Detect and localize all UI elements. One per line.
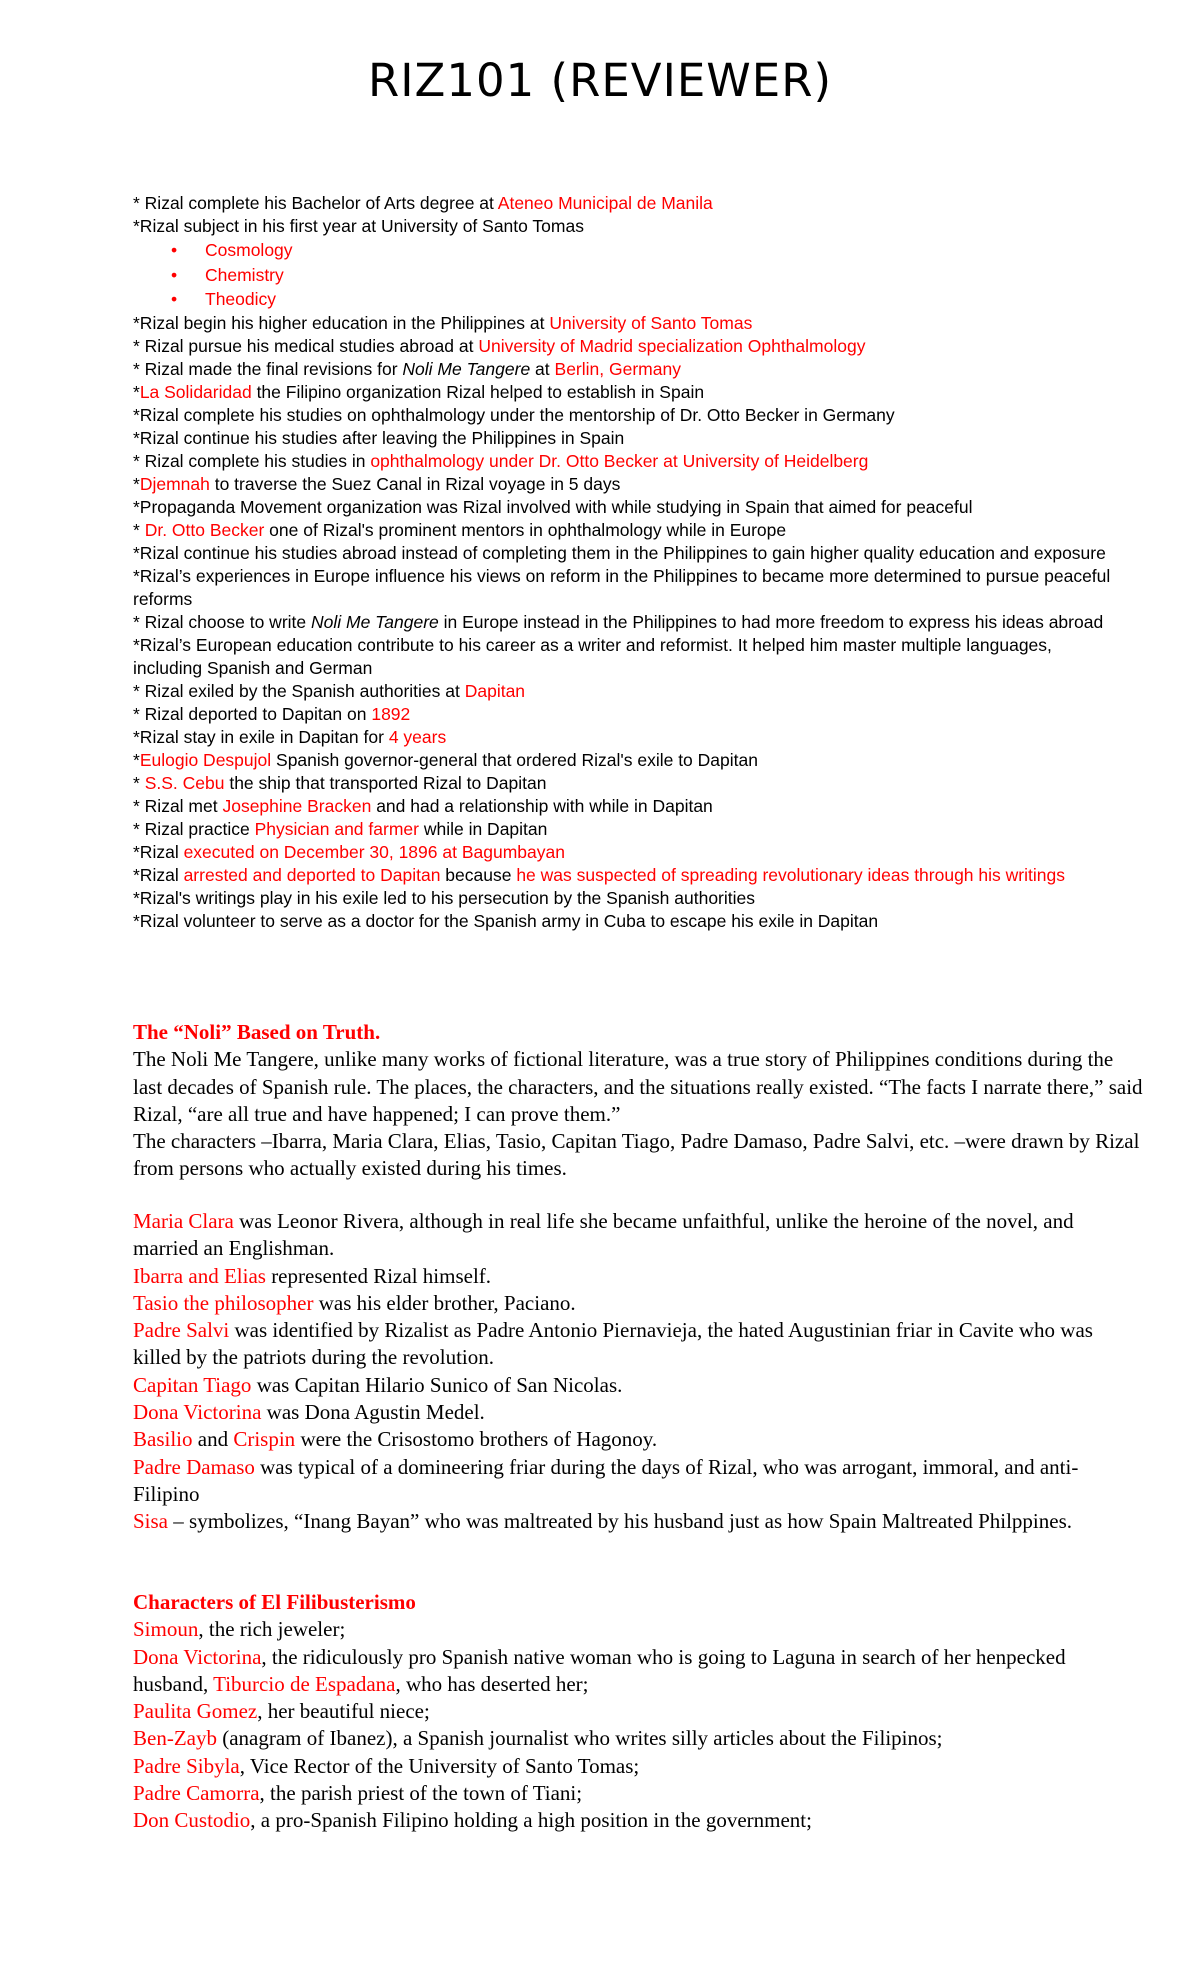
- reviewer-line: [133, 841, 1118, 864]
- line-text: * Rizal pursue his medical studies abroad at: [133, 335, 479, 356]
- line-text: , Vice Rector of the University of Santo Tomas;: [239, 1753, 640, 1778]
- character-line: [133, 1426, 1143, 1453]
- line-text: *Rizal begin his higher education in the Philippines at: [133, 312, 550, 333]
- reviewer-line: [133, 450, 1118, 473]
- highlighted-term: Berlin, Germany: [554, 358, 681, 379]
- italic-title: Noli Me Tangere: [311, 611, 439, 632]
- fili-character-line: [133, 1807, 1143, 1834]
- reviewer-line: [133, 473, 1118, 496]
- fili-character-line: [133, 1616, 1143, 1643]
- character-line: [133, 1317, 1143, 1372]
- line-text: *Rizal stay in exile in Dapitan for: [133, 726, 389, 747]
- fili-character-line: [133, 1725, 1143, 1752]
- reviewer-line: [133, 519, 1118, 542]
- line-text: The characters –Ibarra, Maria Clara, Elias, Tasio, Capitan Tiago, Padre Damaso, Padre Salvi, etc. –were drawn by Rizal from persons who actually existed during his times.: [133, 1129, 1140, 1181]
- subject-list-item: • Theodicy: [205, 287, 1118, 312]
- line-text: was Dona Agustin Medel.: [261, 1400, 485, 1425]
- line-text: was Leonor Rivera, although in real life she became unfaithful, unlike the heroine of the novel, and married an Englishman.: [133, 1209, 1074, 1261]
- line-text: * Rizal choose to write: [133, 611, 311, 632]
- highlighted-term: Crispin: [233, 1427, 296, 1452]
- fili-characters-section: [133, 1589, 1143, 1835]
- document-title: RIZ101 (REVIEWER): [367, 54, 833, 107]
- reviewer-line: [133, 427, 1118, 450]
- highlighted-term: Padre Camorra: [133, 1781, 260, 1806]
- character-line: [133, 1454, 1143, 1509]
- line-text: (anagram of Ibanez), a Spanish journalist who writes silly articles about the Filipinos;: [216, 1726, 943, 1751]
- highlighted-term: Josephine Bracken: [222, 795, 372, 816]
- highlighted-term: Physician and farmer: [254, 818, 419, 839]
- noli-paragraph: [133, 1128, 1143, 1183]
- highlighted-term: Don Custodio: [133, 1808, 251, 1833]
- highlighted-term: Padre Salvi: [133, 1318, 230, 1343]
- reviewer-line: [133, 772, 1118, 795]
- line-text: * Rizal deported to Dapitan on: [133, 703, 372, 724]
- reviewer-line: [133, 215, 1118, 238]
- highlighted-term: University of Santo Tomas: [549, 312, 753, 333]
- highlighted-term: Dona Victorina: [133, 1400, 262, 1425]
- line-text: because: [440, 864, 517, 885]
- subject-list-item: • Chemistry: [205, 263, 1118, 288]
- italic-title: Noli Me Tangere: [402, 358, 531, 379]
- noli-truth-body: [133, 1046, 1143, 1182]
- line-text: *: [133, 519, 145, 540]
- highlighted-term: Paulita Gomez: [133, 1699, 258, 1724]
- line-text: to traverse the Suez Canal in Rizal voyage in 5 days: [209, 473, 621, 494]
- reviewer-line: [133, 703, 1118, 726]
- line-text: * Rizal met: [133, 795, 223, 816]
- line-text: * Rizal complete his studies in: [133, 450, 371, 471]
- highlighted-term: Tasio the philosopher: [133, 1290, 314, 1315]
- line-text: *Rizal: [133, 864, 184, 885]
- reviewer-line: [133, 795, 1118, 818]
- reviewer-bullet-list: [133, 192, 1118, 933]
- line-text: one of Rizal's prominent mentors in ophthalmology while in Europe: [264, 519, 787, 540]
- reviewer-line: [133, 312, 1118, 335]
- line-text: and had a relationship with while in Dapitan: [371, 795, 713, 816]
- highlighted-term: Ibarra and Elias: [133, 1263, 266, 1288]
- line-text: – symbolizes, “Inang Bayan” who was maltreated by his husband just as how Spain Maltreated Philppines.: [168, 1509, 1073, 1534]
- reviewer-line: [133, 496, 1118, 519]
- subject-list: [133, 238, 1118, 312]
- reviewer-line: [133, 864, 1118, 887]
- line-text: * Rizal complete his Bachelor of Arts degree at: [133, 193, 498, 213]
- line-text: *Rizal continue his studies after leaving the Philippines in Spain: [133, 427, 625, 448]
- reviewer-line: [133, 381, 1118, 404]
- character-line: [133, 1372, 1143, 1399]
- highlighted-term: Simoun: [133, 1617, 199, 1642]
- highlighted-term: Dr. Otto Becker: [144, 519, 265, 540]
- line-text: was his elder brother, Paciano.: [313, 1290, 576, 1315]
- line-text: *: [133, 772, 145, 793]
- reviewer-line: [133, 634, 1118, 680]
- line-text: *Rizal volunteer to serve as a doctor for the Spanish army in Cuba to escape his exile in Dapitan: [133, 910, 879, 931]
- line-text: , a pro-Spanish Filipino holding a high position in the government;: [250, 1808, 812, 1833]
- line-text: , the rich jeweler;: [198, 1617, 346, 1642]
- line-text: * Rizal practice: [133, 818, 255, 839]
- line-text: *Rizal continue his studies abroad instead of completing them in the Philippines to gain higher quality education and exposure: [133, 542, 1106, 563]
- highlighted-term: 4 years: [388, 726, 447, 747]
- line-text: and: [192, 1427, 234, 1452]
- line-text: , the parish priest of the town of Tiani;: [259, 1781, 583, 1806]
- highlighted-term: he was suspected of spreading revolutionary ideas through his writings: [516, 864, 1065, 885]
- character-line: [133, 1290, 1143, 1317]
- reviewer-line: [133, 680, 1118, 703]
- line-text: at: [530, 358, 555, 379]
- noli-truth-section: [133, 1019, 1143, 1183]
- reviewer-line: [133, 818, 1118, 841]
- line-text: *Propaganda Movement organization was Rizal involved with while studying in Spain that aimed for peaceful: [133, 496, 973, 517]
- highlighted-term: Padre Damaso: [133, 1454, 255, 1479]
- highlighted-term: Ateneo Municipal de Manila: [497, 193, 713, 213]
- fili-character-line: [133, 1753, 1143, 1780]
- line-text: , her beautiful niece;: [257, 1699, 430, 1724]
- line-text: , who has deserted her;: [395, 1671, 589, 1696]
- fili-character-line: [133, 1698, 1143, 1725]
- line-text: *Rizal complete his studies on ophthalmology under the mentorship of Dr. Otto Becker in Germany: [133, 404, 895, 425]
- line-text: was typical of a domineering friar during the days of Rizal, who was arrogant, immoral, and anti-Filipino: [133, 1454, 1079, 1506]
- fili-character-line: [133, 1644, 1143, 1699]
- highlighted-term: Dona Victorina: [133, 1644, 262, 1669]
- line-text: while in Dapitan: [418, 818, 548, 839]
- line-text: were the Crisostomo brothers of Hagonoy.: [295, 1427, 658, 1452]
- highlighted-term: S.S. Cebu: [144, 772, 225, 793]
- highlighted-term: Ben-Zayb: [133, 1726, 217, 1751]
- highlighted-term: ophthalmology under Dr. Otto Becker at University of Heidelberg: [370, 450, 869, 471]
- line-text: was Capitan Hilario Sunico of San Nicolas.: [251, 1372, 623, 1397]
- noli-characters-section: [133, 1208, 1143, 1536]
- line-text: *: [133, 749, 140, 770]
- line-text: The Noli Me Tangere, unlike many works of fictional literature, was a true story of Philippines conditions during the last decades of Spanish rule. The places, the characters, and the situations really existed. “The facts I narrate there,” said Rizal, “are all true and have happened; I can prove them.”: [133, 1047, 1143, 1126]
- character-line: [133, 1263, 1143, 1290]
- line-text: the ship that transported Rizal to Dapitan: [224, 772, 547, 793]
- noli-truth-heading: The “Noli” Based on Truth.: [133, 1020, 381, 1044]
- character-line: [133, 1399, 1143, 1426]
- line-text: *: [133, 381, 140, 402]
- line-text: Spanish governor-general that ordered Rizal's exile to Dapitan: [271, 749, 758, 770]
- reviewer-line: [133, 542, 1118, 565]
- reviewer-line: [133, 358, 1118, 381]
- reviewer-line: [133, 726, 1118, 749]
- line-text: *Rizal: [133, 841, 184, 862]
- reviewer-line: [133, 404, 1118, 427]
- reviewer-line: [133, 749, 1118, 772]
- line-text: *Rizal’s experiences in Europe influence his views on reform in the Philippines to became more determined to pursue peaceful reforms: [133, 565, 1111, 609]
- highlighted-term: Djemnah: [139, 473, 210, 494]
- line-text: * Rizal exiled by the Spanish authorities at: [133, 680, 465, 701]
- highlighted-term: Eulogio Despujol: [139, 749, 272, 770]
- reviewer-line: [133, 887, 1118, 910]
- noli-paragraph: [133, 1046, 1143, 1128]
- line-text: in Europe instead in the Philippines to had more freedom to express his ideas abroad: [438, 611, 1104, 632]
- highlighted-term: Sisa: [133, 1509, 169, 1534]
- highlighted-term: executed on December 30, 1896 at Bagumbayan: [183, 841, 565, 862]
- line-text: the Filipino organization Rizal helped to establish in Spain: [251, 381, 705, 402]
- highlighted-term: Capitan Tiago: [133, 1372, 252, 1397]
- character-line: [133, 1208, 1143, 1263]
- line-text: was identified by Rizalist as Padre Antonio Piernavieja, the hated Augustinian friar in Cavite who was killed by the patriots during the revolution.: [133, 1318, 1093, 1370]
- fili-characters-heading: Characters of El Filibusterismo: [133, 1590, 416, 1614]
- reviewer-line: [133, 910, 1118, 933]
- reviewer-line: [133, 565, 1118, 611]
- highlighted-term: Basilio: [133, 1427, 193, 1452]
- highlighted-term: Maria Clara: [133, 1209, 234, 1233]
- line-text: *Rizal’s European education contribute to his career as a writer and reformist. It helped him master multiple languages, including Spanish and German: [133, 634, 1052, 678]
- subject-list-item: • Cosmology: [205, 238, 1118, 263]
- line-text: , the ridiculously pro Spanish native woman who is going to Laguna in search of her henpecked husband,: [133, 1644, 1066, 1696]
- line-text: * Rizal made the final revisions for: [133, 358, 403, 379]
- highlighted-term: 1892: [371, 703, 411, 724]
- line-text: *: [133, 473, 140, 494]
- highlighted-term: Tiburcio de Espadana: [213, 1671, 396, 1696]
- reviewer-line: [133, 611, 1118, 634]
- fili-characters-list: [133, 1616, 1143, 1834]
- highlighted-term: Padre Sibyla: [133, 1753, 240, 1778]
- line-text: represented Rizal himself.: [265, 1263, 492, 1288]
- line-text: *Rizal's writings play in his exile led to his persecution by the Spanish authorities: [133, 887, 755, 908]
- highlighted-term: arrested and deported to Dapitan: [183, 864, 441, 885]
- fili-character-line: [133, 1780, 1143, 1807]
- reviewer-line: [133, 335, 1118, 358]
- reviewer-line: [133, 192, 1118, 215]
- line-text: *Rizal subject in his first year at University of Santo Tomas: [133, 216, 584, 236]
- highlighted-term: La Solidaridad: [139, 381, 252, 402]
- highlighted-term: Dapitan: [464, 680, 526, 701]
- highlighted-term: University of Madrid specialization Ophthalmology: [478, 335, 866, 356]
- character-line: [133, 1508, 1143, 1535]
